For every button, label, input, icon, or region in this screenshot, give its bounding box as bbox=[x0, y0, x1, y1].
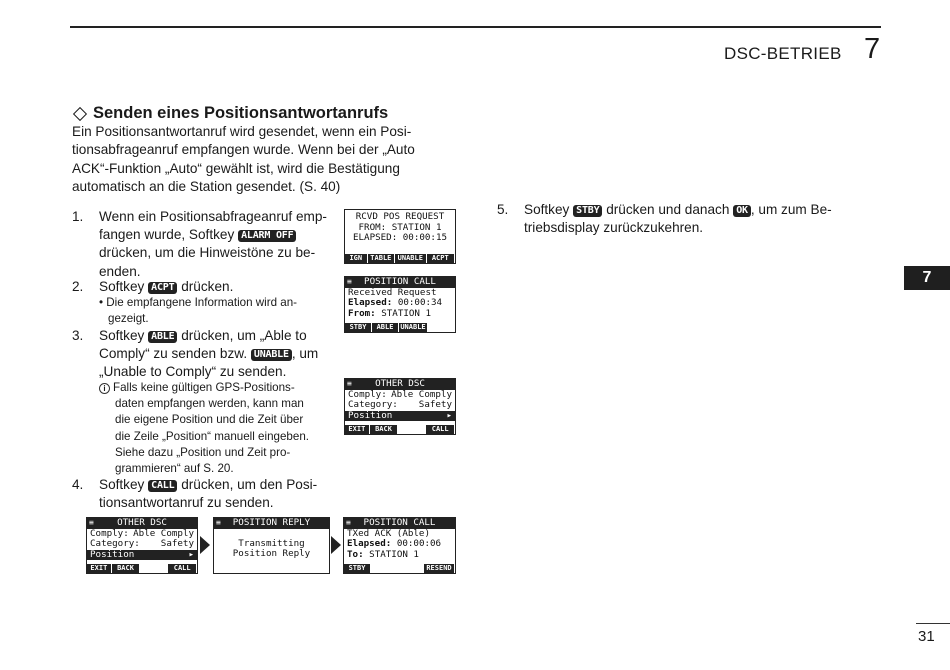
step-line bbox=[524, 201, 832, 219]
step-text-part: drücken. bbox=[181, 279, 234, 294]
step-text-part: drücken, um den Posi- bbox=[181, 477, 318, 492]
step-number: 4. bbox=[72, 477, 84, 492]
lcd-label: Comply: bbox=[90, 528, 129, 539]
unable-softkey: UNABLE bbox=[251, 349, 292, 361]
lcd-value: Safety bbox=[418, 400, 452, 410]
step-text-part: Softkey bbox=[524, 202, 570, 217]
intro-paragraph bbox=[72, 123, 444, 196]
page-number: 31 bbox=[918, 628, 935, 645]
lcd-row bbox=[345, 298, 455, 309]
lcd-rcvd-pos-request bbox=[344, 209, 456, 264]
lcd-softkey: IGN bbox=[345, 254, 367, 263]
step-text bbox=[99, 476, 317, 512]
step-2-bullet bbox=[99, 295, 297, 327]
lcd-row: Received Request bbox=[348, 287, 437, 298]
step-line: enden. bbox=[99, 263, 141, 279]
step-text-part: Softkey bbox=[99, 477, 145, 492]
step-text-part: Softkey bbox=[99, 279, 145, 294]
lcd-row bbox=[345, 390, 455, 401]
step-text-part: , um bbox=[291, 346, 319, 362]
lcd-row: TXed ACK (Able) bbox=[347, 528, 430, 539]
note-line: daten empfangen werden, kann man bbox=[115, 397, 304, 411]
lcd-title bbox=[345, 277, 455, 288]
alarm-off-softkey: ALARM OFF bbox=[238, 230, 296, 242]
lcd-row bbox=[87, 529, 197, 540]
menu-icon: ≡ bbox=[346, 518, 351, 527]
lcd-other-dsc-2 bbox=[86, 517, 198, 574]
step-line bbox=[99, 476, 317, 494]
step-number: 5. bbox=[497, 202, 509, 217]
lcd-label: Comply: bbox=[348, 389, 387, 400]
lcd-title-text: POSITION REPLY bbox=[232, 518, 311, 528]
lcd-softkey: ACPT bbox=[427, 254, 454, 263]
menu-icon: ≡ bbox=[216, 518, 221, 527]
lcd-position-call-received bbox=[344, 276, 456, 333]
chapter-title: DSC-BETRIEB bbox=[724, 44, 842, 63]
intro-line: automatisch an die Station gesendet. (S. 40) bbox=[72, 178, 341, 194]
step-text bbox=[99, 208, 327, 281]
lcd-softkeys bbox=[87, 564, 197, 573]
lcd-label: From: bbox=[348, 308, 376, 319]
lcd-row: FROM: STATION 1 bbox=[358, 222, 442, 233]
bullet-line: • Die empfangene Information wird an- bbox=[99, 296, 298, 309]
step-text-part: fangen wurde, Softkey bbox=[99, 227, 235, 243]
lcd-row bbox=[345, 400, 455, 411]
lcd-value: 00:00:06 bbox=[396, 539, 442, 549]
lcd-row: ELAPSED: 00:00:15 bbox=[352, 233, 448, 243]
lcd-label: Elapsed: bbox=[348, 298, 393, 308]
lcd-softkeys bbox=[345, 425, 455, 434]
lcd-arrow: ▸ bbox=[188, 549, 194, 560]
lcd-softkey: RESEND bbox=[424, 564, 454, 573]
intro-line: tionsabfrageanruf empfangen wurde. Wenn bei der „Auto bbox=[72, 142, 415, 158]
lcd-row bbox=[345, 309, 455, 320]
step-text bbox=[99, 327, 318, 382]
lcd-value: 00:00:34 bbox=[397, 298, 443, 308]
step-text bbox=[99, 278, 233, 296]
lcd-arrow: ▸ bbox=[446, 410, 452, 421]
lcd-softkeys bbox=[345, 323, 455, 332]
bullet-line: gezeigt. bbox=[108, 312, 149, 326]
step-number: 1. bbox=[72, 209, 84, 224]
lcd-value: STATION 1 bbox=[381, 308, 432, 319]
lcd-other-dsc bbox=[344, 378, 456, 435]
lcd-softkey: BACK bbox=[370, 425, 398, 434]
note-line: die eigene Position und die Zeit über bbox=[115, 413, 304, 427]
lcd-softkey: TABLE bbox=[368, 254, 395, 263]
step-text-part: , um zum Be- bbox=[750, 202, 832, 217]
lcd-softkey: EXIT bbox=[345, 425, 369, 434]
top-rule bbox=[70, 26, 881, 28]
lcd-title-text: OTHER DSC bbox=[375, 379, 425, 389]
step-text-part: drücken und danach bbox=[606, 202, 730, 217]
step-line: „Unable to Comply“ zu senden. bbox=[99, 364, 287, 380]
lcd-row: Position Reply bbox=[232, 549, 311, 559]
step-line: tionsantwortanruf zu senden. bbox=[99, 495, 274, 511]
step-text-part: drücken, um „Able to bbox=[181, 328, 307, 343]
chapter-number: 7 bbox=[864, 33, 881, 65]
lcd-softkey: CALL bbox=[426, 425, 454, 434]
lcd-value: STATION 1 bbox=[369, 549, 419, 560]
step-text bbox=[524, 201, 832, 237]
step-line bbox=[99, 226, 327, 244]
ok-softkey: OK bbox=[733, 205, 751, 217]
lcd-title bbox=[344, 518, 455, 529]
section-heading bbox=[72, 104, 388, 123]
chapter-side-tab: 7 bbox=[904, 266, 950, 290]
lcd-label: Category: bbox=[348, 400, 398, 410]
step-line: Wenn ein Positionsabfrageanruf emp- bbox=[99, 209, 327, 224]
call-softkey: CALL bbox=[148, 480, 177, 492]
arrow-right-icon bbox=[331, 536, 341, 554]
step-number: 2. bbox=[72, 279, 84, 294]
lcd-label: To: bbox=[347, 549, 364, 560]
step-3-note bbox=[99, 380, 309, 477]
lcd-softkey: UNABLE bbox=[400, 323, 426, 331]
lcd-row bbox=[344, 539, 455, 550]
step-text-part: Softkey bbox=[99, 328, 145, 343]
lcd-row bbox=[344, 550, 455, 561]
arrow-right-icon bbox=[200, 536, 210, 554]
lcd-softkey: STBY bbox=[344, 564, 370, 573]
step-line bbox=[99, 345, 318, 363]
step-line bbox=[99, 327, 318, 345]
step-number: 3. bbox=[72, 328, 84, 343]
acpt-softkey: ACPT bbox=[148, 282, 177, 294]
lcd-position-call-sent bbox=[343, 517, 456, 574]
stby-softkey: STBY bbox=[573, 205, 602, 217]
lcd-softkey: ABLE bbox=[372, 323, 398, 332]
step-line bbox=[99, 278, 233, 296]
lcd-row-selected bbox=[345, 411, 455, 422]
step-line: triebsdisplay zurückzukehren. bbox=[524, 220, 704, 236]
intro-line: Ein Positionsantwortanruf wird gesendet, wenn ein Posi- bbox=[72, 124, 412, 139]
lcd-value: Able Comply bbox=[391, 389, 452, 400]
lcd-softkey: EXIT bbox=[87, 564, 111, 573]
menu-icon: ≡ bbox=[347, 379, 352, 388]
lcd-softkeys bbox=[345, 254, 455, 263]
lcd-row: Transmitting bbox=[238, 538, 305, 549]
note-line bbox=[99, 380, 309, 396]
lcd-row: RCVD POS REQUEST bbox=[355, 212, 445, 222]
intro-line: ACK“-Funktion „Auto“ gewählt ist, wird die Bestätigung bbox=[72, 160, 400, 176]
menu-icon: ≡ bbox=[347, 277, 352, 286]
lcd-value: Safety bbox=[160, 539, 194, 549]
note-line: Siehe dazu „Position und Zeit pro- bbox=[115, 445, 291, 459]
note-text: Falls keine gültigen GPS-Positions- bbox=[113, 381, 295, 394]
able-softkey: ABLE bbox=[148, 331, 177, 343]
lcd-value: Able Comply bbox=[133, 528, 194, 539]
lcd-label: Category: bbox=[90, 539, 140, 549]
step-line: drücken, um die Hinweistöne zu be- bbox=[99, 245, 316, 261]
lcd-softkey: STBY bbox=[345, 323, 371, 332]
lcd-softkey: CALL bbox=[168, 564, 196, 573]
lcd-title bbox=[345, 379, 455, 390]
section-heading-text: Senden eines Positionsantwortanrufs bbox=[93, 104, 389, 122]
lcd-softkey: BACK bbox=[112, 564, 140, 573]
lcd-position-reply bbox=[213, 517, 330, 574]
lcd-row bbox=[87, 539, 197, 550]
lcd-label: Position bbox=[90, 549, 135, 560]
lcd-softkeys bbox=[344, 564, 455, 573]
lcd-title-text: POSITION CALL bbox=[364, 277, 436, 287]
menu-icon: ≡ bbox=[89, 518, 94, 527]
lcd-title bbox=[87, 518, 197, 529]
step-text-part: Comply“ zu senden bzw. bbox=[99, 346, 248, 362]
info-icon: i bbox=[99, 383, 110, 394]
note-line: die Zeile „Position“ manuell eingeben. bbox=[115, 429, 309, 443]
lcd-title-text: POSITION CALL bbox=[363, 518, 436, 528]
lcd-label: Elapsed: bbox=[347, 539, 392, 549]
lcd-title-text: OTHER DSC bbox=[117, 518, 167, 528]
lcd-softkey: UNABLE bbox=[395, 254, 425, 263]
diamond-icon bbox=[73, 106, 87, 120]
note-line: grammieren“ auf S. 20. bbox=[115, 462, 234, 476]
lcd-label: Position bbox=[348, 410, 393, 421]
lcd-row-selected bbox=[87, 550, 197, 561]
bottom-rule bbox=[916, 623, 950, 624]
lcd-title bbox=[214, 518, 329, 529]
